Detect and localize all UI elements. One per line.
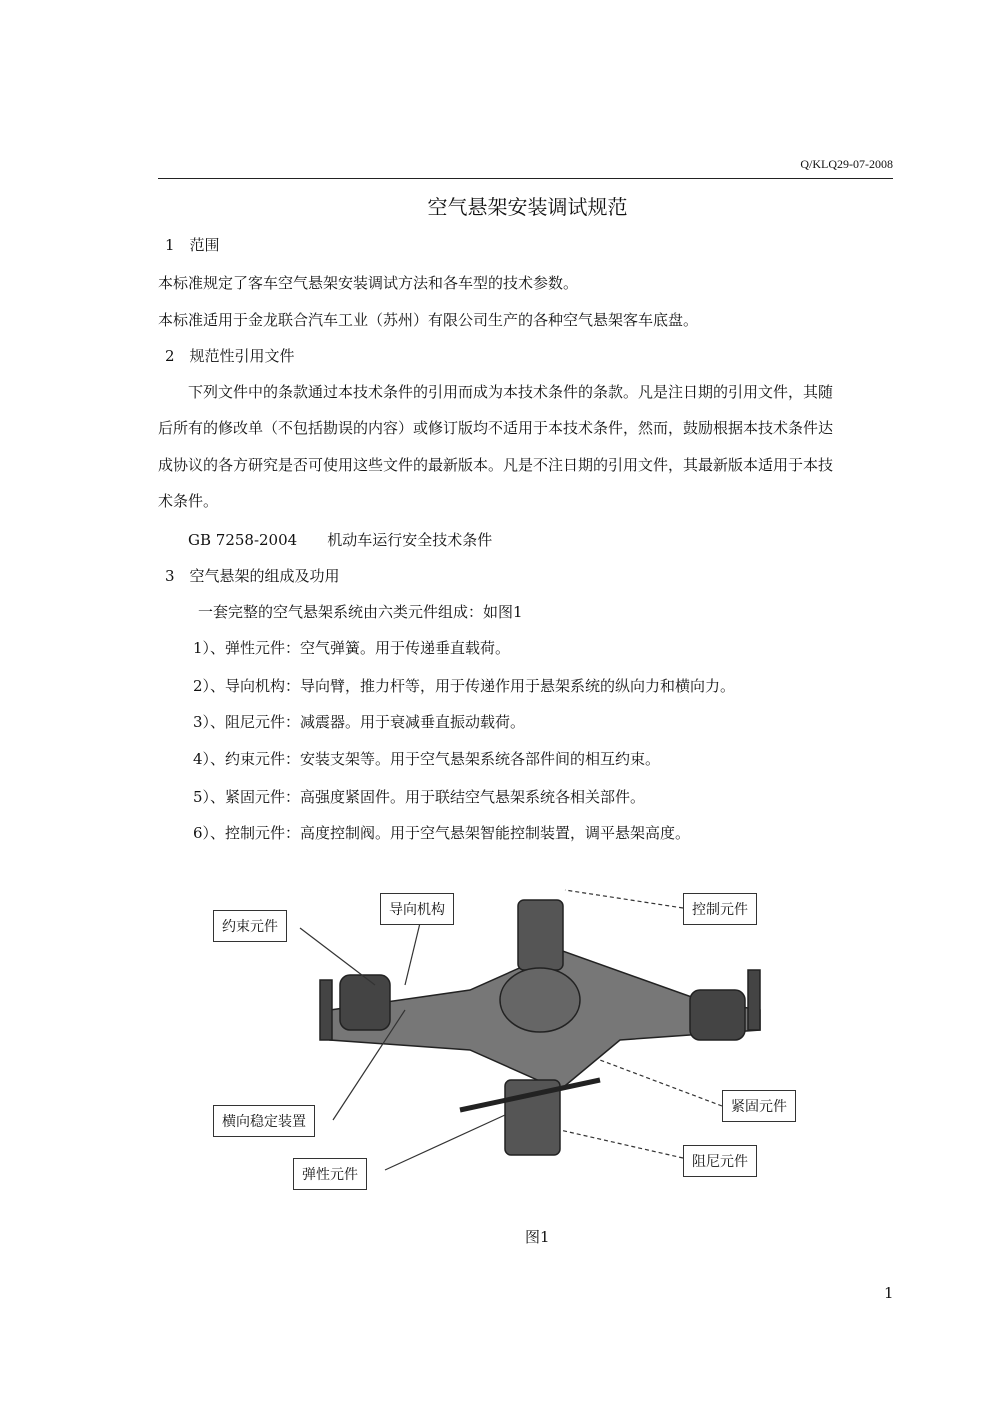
list-item: 1）、弹性元件：空气弹簧。用于传递垂直载荷。 <box>193 639 511 657</box>
section-3-heading: 3 空气悬架的组成及功用 <box>165 567 340 585</box>
section-2-heading: 2 规范性引用文件 <box>165 347 295 365</box>
list-item: 6）、控制元件：高度控制阀。用于空气悬架智能控制装置，调平悬架高度。 <box>193 824 691 842</box>
list-item: 5）、紧固元件：高强度紧固件。用于联结空气悬架系统各相关部件。 <box>193 788 646 806</box>
label-damper: 阻尼元件 <box>683 1145 757 1177</box>
label-stabilizer: 横向稳定装置 <box>213 1105 315 1137</box>
paragraph: 下列文件中的条款通过本技术条件的引用而成为本技术条件的条款。凡是注日期的引用文件，其随 <box>188 383 834 401</box>
label-elastic-element: 弹性元件 <box>293 1158 367 1190</box>
document-code: Q/KLQ29-07-2008 <box>800 157 893 171</box>
paragraph: 本标准适用于金龙联合汽车工业（苏州）有限公司生产的各种空气悬架客车底盘。 <box>158 311 699 329</box>
label-constraint-element: 约束元件 <box>213 910 287 942</box>
section-1-heading: 1 范围 <box>165 236 220 254</box>
paragraph: 成协议的各方研究是否可使用这些文件的最新版本。凡是不注日期的引用文件，其最新版本适用于本技 <box>158 456 834 474</box>
page-title: 空气悬架安装调试规范 <box>427 195 628 219</box>
reference-standard: GB 7258-2004 机动车运行安全技术条件 <box>188 531 493 549</box>
label-guide-mechanism: 导向机构 <box>380 893 454 925</box>
paragraph: 本标准规定了客车空气悬架安装调试方法和各车型的技术参数。 <box>158 274 579 292</box>
page-number: 1 <box>884 1284 894 1302</box>
list-item: 3）、阻尼元件：减震器。用于衰减垂直振动载荷。 <box>193 713 526 731</box>
paragraph: 后所有的修改单（不包括勘误的内容）或修订版均不适用于本技术条件，然而，鼓励根据本技术条件达 <box>158 419 834 437</box>
label-control-element: 控制元件 <box>683 893 757 925</box>
paragraph: 术条件。 <box>158 492 219 510</box>
label-fastener: 紧固元件 <box>722 1090 796 1122</box>
list-item: 4）、约束元件：安装支架等。用于空气悬架系统各部件间的相互约束。 <box>193 750 661 768</box>
figure-caption: 图1 <box>525 1228 550 1246</box>
list-item: 2）、导向机构：导向臂，推力杆等，用于传递作用于悬架系统的纵向力和横向力。 <box>193 677 736 695</box>
paragraph: 一套完整的空气悬架系统由六类元件组成：如图1 <box>198 603 523 621</box>
